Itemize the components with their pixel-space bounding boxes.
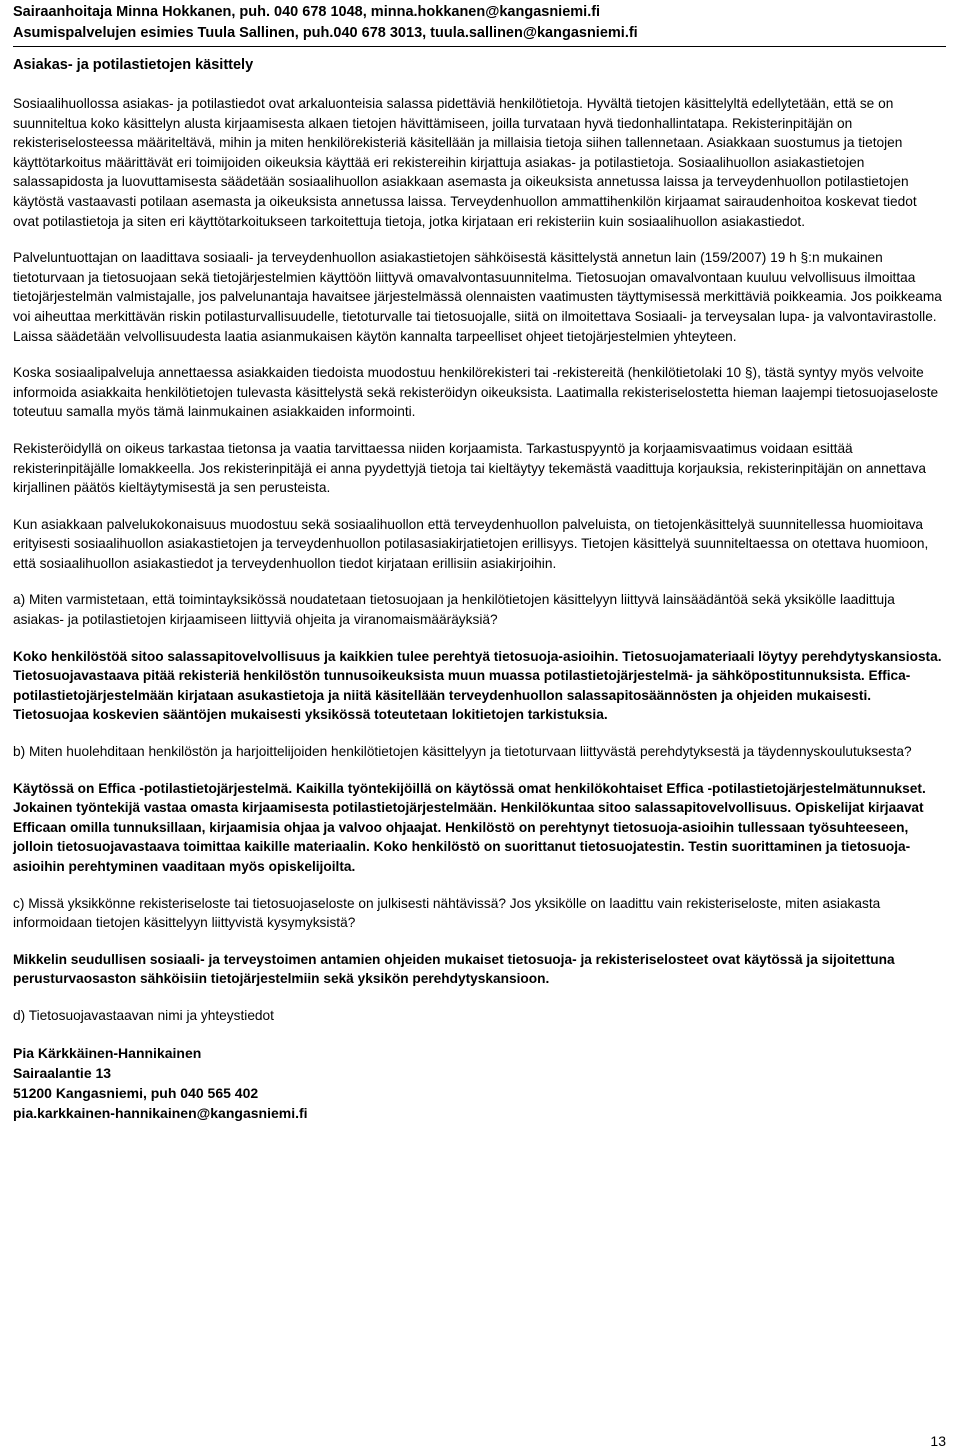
header-divider	[13, 46, 946, 47]
contact-header	[13, 0, 946, 44]
question-d: d) Tietosuojavastaavan nimi ja yhteystiedot	[13, 1007, 274, 1023]
paragraph-rights: Rekisteröidyllä on oikeus tarkastaa tietonsa ja vaatia tarvittaessa niiden korjaamista. Tarkastuspyyntö ja korjaamisvaatimus voidaan esittää rekisterinpitäjälle lomakkeella. Jos rekisterinpitäjä ei anna pyydettyjä tietoja tai kieltäytyy tekemästä vaadittuja korjauksia, rekisterinpitäjän on annettava kirjallinen päätös kieltäytymisestä ja sen perusteista.	[13, 440, 926, 496]
paragraph-law: Palveluntuottajan on laadittava sosiaali- ja terveydenhuollon asiakastietojen sähköisestä käsittelystä annetun lain (159/2007) 19 h §:n mukainen tietoturvaan ja tietosuojaan sekä tietojärjestelmien käyttöön liittyvä omavalvontasuunnitelma. Tietosuojan omavalvontaan kuuluu velvollisuus ilmoittaa tietojärjestelmän valmistajalle, jos palvelunantaja havaitsee järjestelmässä olennaisten vaatimusten täyttymisessä merkittäviä poikkeamia. Jos poikkeama voi aiheuttaa merkittävän riskin potilasturvallisuudelle, tietoturvalle tai tietosuojalle, siitä on ilmoitettava Sosiaali- ja terveysalan lupa- ja valvontavirastolle. Laissa säädetään velvollisuudesta laatia asianmukaisen käytön kannalta tarpeelliset ohjeet tietojärjestelmien yhteyteen.	[13, 250, 942, 344]
contact-name: Pia Kärkkäinen-Hannikainen	[13, 1044, 202, 1061]
question-b: b) Miten huolehditaan henkilöstön ja harjoittelijoiden henkilötietojen käsittelyyn ja tietoturvaan liittyvästä perehdytyksestä ja täydennyskoulutuksesta?	[13, 744, 912, 760]
paragraph-intro: Sosiaalihuollossa asiakas- ja potilastiedot ovat arkaluonteisia salassa pidettäviä henkilötietoja. Hyvältä tietojen käsittelyltä edellytetään, että se on suunniteltua koko käsittelyn alusta kirjaamisesta alkaen tietojen hävittämiseen, joilla turvataan hyvä tiedonhallintatapa. Rekisterinpitäjän on rekisteriselosteessa määriteltävä, mihin ja miten henkilörekisteriä käsitellään ja millaisia tietoja siihen tallennetaan. Asiakkaan suostumus ja tietojen käyttötarkoitus määrittävät eri toimijoiden oikeuksia käyttää eri rekistereihin kirjattuja asiakas- ja potilastietoja. Sosiaalihuollon asiakastietojen salassapidosta ja luovuttamisesta säädetään sosiaalihuollon asiakkaan asemasta ja oikeuksista annetussa laissa ja terveydenhuollon potilastietojen käytöstä vastaavasti potilaan asemasta ja oikeuksista annetussa laissa. Terveydenhuollon ammattihenkilön kirjaamat sairaudenhoitoa koskevat tiedot ovat potilastietoja ja siten eri käyttötarkoitukseen tarkoitettuja tietoja, jotka kirjataan eri rekisteriin kuin sosiaalihuollon asiakastiedot.	[13, 96, 917, 229]
header-line-nurse: Sairaanhoitaja Minna Hokkanen, puh. 040 678 1048, minna.hokkanen@kangasniemi.fi	[13, 4, 601, 20]
contact-street: Sairaalantie 13	[13, 1064, 112, 1081]
contact-city-phone: 51200 Kangasniemi, puh 040 565 402	[13, 1084, 259, 1101]
question-a: a) Miten varmistetaan, että toimintayksikössä noudatetaan tietosuojaan ja henkilötietojen käsittelyyn liittyvä lainsäädäntöä sekä yksikölle laadittuja asiakas- ja potilastietojen kirjaamiseen liittyviä ohjeita ja viranomaismääräyksiä?	[13, 592, 895, 628]
answer-a: Koko henkilöstöä sitoo salassapitovelvollisuus ja kaikkien tulee perehtyä tietosuoja-asioihin. Tietosuojamateriaali löytyy perehdytyskansiosta. Tietosuojavastaava pitää rekisteriä henkilöstön tunnusoikeuksista muun muassa potilastietojärjestelmä- ja sähköpostitunnuksista. Effica-potilastietojärjestelmään kirjataan asukastietoja ja niitä käsitellään terveydenhuollon salassapitosäännösten ja ohjeiden mukaisesti. Tietosuojaa koskevien sääntöjen mukaisesti yksikössä toteutetaan lokitietojen tarkistuksia.	[13, 648, 942, 723]
privacy-officer-contact	[13, 1043, 946, 1123]
contact-email: pia.karkkainen-hannikainen@kangasniemi.fi	[13, 1104, 308, 1121]
section-title: Asiakas- ja potilastietojen käsittely	[13, 57, 254, 73]
header-line-supervisor: Asumispalvelujen esimies Tuula Sallinen, puh.040 678 3013, tuula.sallinen@kangasniemi.fi	[13, 25, 638, 41]
page-number: 13	[930, 1433, 946, 1449]
answer-c: Mikkelin seudullisen sosiaali- ja terveystoimen antamien ohjeiden mukaiset tietosuoja- ja rekisteriselosteet ovat käytössä ja sijoitettuna perusturvaosaston sähköisiin tietojärjestelmiin sekä yksikön perehdytyskansioon.	[13, 951, 895, 987]
answer-b: Käytössä on Effica -potilastietojärjestelmä. Kaikilla työntekijöillä on käytössä omat henkilökohtaiset Effica -potilastietojärjestelmätunnukset. Jokainen työntekijä vastaa omasta kirjaamisesta potilastietojärjestelmään. Henkilökuntaa sitoo salassapitovelvollisuus. Opiskelijat kirjaavat Efficaan omilla tunnuksillaan, kirjaamisia ohjaa ja valvoo ohjaajat. Henkilöstö on perehtynyt tietosuoja-asioihin tullessaan työsuhteeseen, jolloin tietosuojavastaava toimittaa kaikille materiaalin. Koko henkilöstö on suorittanut tietosuojatestin. Testin suorittaminen ja tietosuoja-asioihin perehtyminen vaaditaan myös opiskelijoilta.	[13, 780, 926, 874]
paragraph-separation: Kun asiakkaan palvelukokonaisuus muodostuu sekä sosiaalihuollon että terveydenhuollon palveluista, on tietojenkäsittelyä suunnitellessa huomioitava erityisesti sosiaalihuollon asiakastietojen ja terveydenhuollon potilasasiakirjatietojen erillisyys. Tietojen käsittelyä suunniteltaessa on otettava huomioon, että sosiaalihuollon asiakastiedot ja terveydenhuollon tiedot kirjataan erillisiin asiakirjoihin.	[13, 516, 929, 571]
question-c: c) Missä yksikkönne rekisteriseloste tai tietosuojaseloste on julkisesti nähtävissä? Jos yksikölle on laadittu vain rekisteriseloste, miten asiakasta informoidaan tietojen käsittelyyn liittyvistä kysymyksistä?	[13, 895, 881, 931]
paragraph-register: Koska sosiaalipalveluja annettaessa asiakkaiden tiedoista muodostuu henkilörekisteri tai -rekistereitä (henkilötietolaki 10 §), tästä syntyy myös velvoite informoida asiakkaita henkilötietojen tulevasta käsittelystä sekä rekisteröidyn oikeuksista. Laatimalla rekisteriselostetta hieman laajempi tietosuojaseloste toteutuu samalla myös tämä lainmukainen asiakkaiden informointi.	[13, 365, 939, 420]
